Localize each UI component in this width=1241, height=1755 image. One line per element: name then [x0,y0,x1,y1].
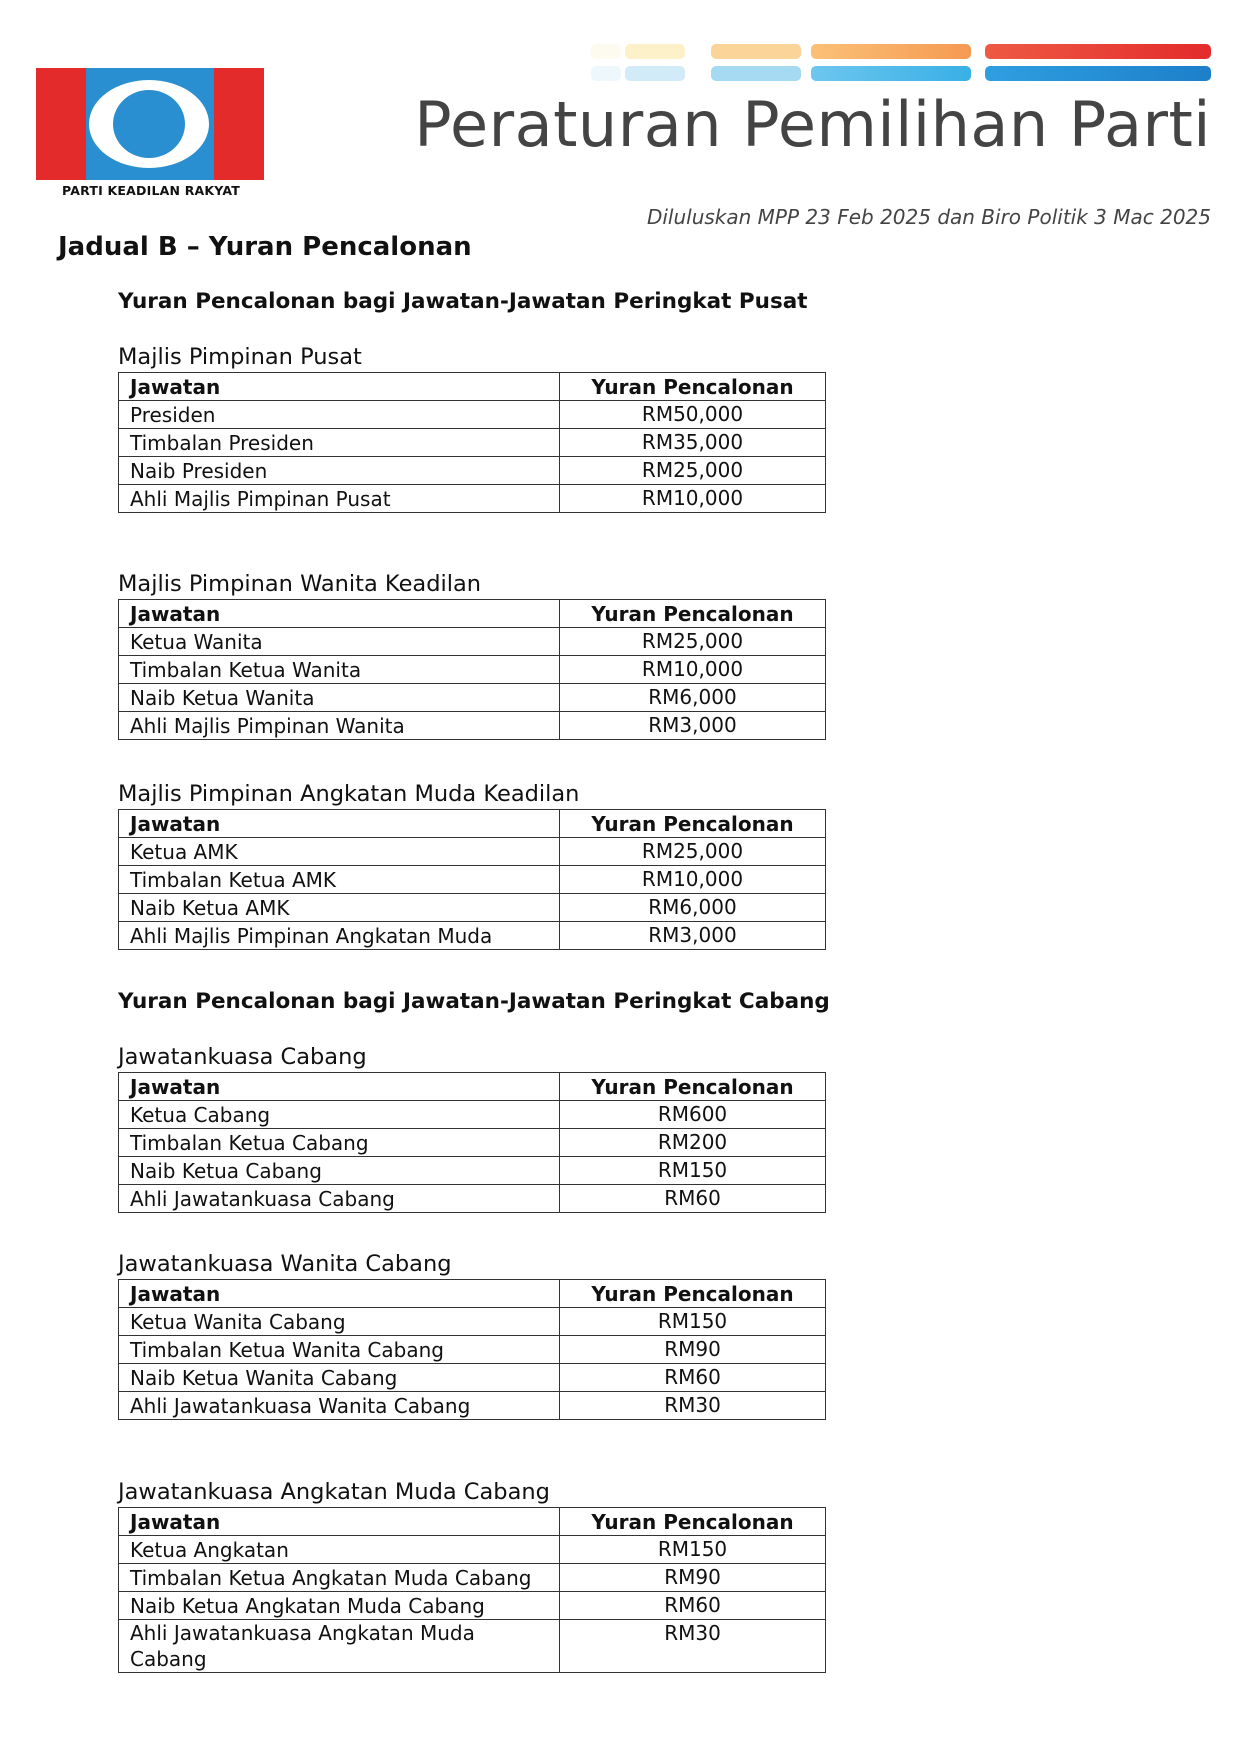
position-cell: Ahli Majlis Pimpinan Angkatan Muda [119,922,560,950]
fee-cell: RM6,000 [560,894,826,922]
table-row [119,684,826,712]
fee-table-jawatankuasa-cabang [118,1072,826,1213]
group-title: Jawatankuasa Angkatan Muda Cabang [118,1479,550,1505]
fee-cell: RM200 [560,1129,826,1157]
table-header-row [119,600,826,628]
schedule-title: Jadual B – Yuran Pencalonan [58,232,472,262]
logo-eye-pupil [113,90,185,158]
group-title: Majlis Pimpinan Wanita Keadilan [118,571,482,597]
column-header: Yuran Pencalonan [560,1280,826,1308]
table-row [119,429,826,457]
approval-note: Diluluskan MPP 23 Feb 2025 dan Biro Politik 3 Mac 2025 [646,205,1211,229]
table-row [119,1620,826,1673]
position-cell: Ahli Majlis Pimpinan Wanita [119,712,560,740]
table-row [119,894,826,922]
fee-table-majlis-pimpinan-amk [118,809,826,950]
column-header: Jawatan [119,1508,560,1536]
position-cell: Timbalan Ketua Wanita Cabang [119,1336,560,1364]
column-header: Jawatan [119,810,560,838]
table-row [119,656,826,684]
position-cell: Ahli Jawatankuasa Cabang [119,1185,560,1213]
document-title: Peraturan Pemilihan Parti [414,88,1211,161]
fee-cell: RM3,000 [560,712,826,740]
table-row [119,712,826,740]
fee-cell: RM10,000 [560,485,826,513]
column-header: Yuran Pencalonan [560,1073,826,1101]
fee-cell: RM10,000 [560,656,826,684]
table-row [119,838,826,866]
position-cell: Naib Presiden [119,457,560,485]
position-cell: Timbalan Presiden [119,429,560,457]
fee-table-majlis-pimpinan-wanita [118,599,826,740]
fee-cell: RM10,000 [560,866,826,894]
position-cell: Presiden [119,401,560,429]
group-title: Jawatankuasa Cabang [118,1044,367,1070]
fee-cell: RM90 [560,1336,826,1364]
table-header-row [119,1073,826,1101]
logo-red-band-left [36,68,86,180]
position-cell: Timbalan Ketua Cabang [119,1129,560,1157]
position-cell: Timbalan Ketua Angkatan Muda Cabang [119,1564,560,1592]
position-cell: Ahli Jawatankuasa Angkatan Muda Cabang [119,1620,560,1673]
column-header: Yuran Pencalonan [560,1508,826,1536]
decor-bar [591,44,621,59]
fee-cell: RM60 [560,1185,826,1213]
table-header-row [119,373,826,401]
fee-table-jawatankuasa-wanita-cabang [118,1279,826,1420]
column-header: Jawatan [119,600,560,628]
fee-cell: RM150 [560,1157,826,1185]
decor-bar [985,66,1211,81]
fee-cell: RM25,000 [560,838,826,866]
column-header: Jawatan [119,1073,560,1101]
table-row [119,922,826,950]
table-row [119,1157,826,1185]
position-cell: Naib Ketua Wanita Cabang [119,1364,560,1392]
section-heading-pusat: Yuran Pencalonan bagi Jawatan-Jawatan Peringkat Pusat [118,289,808,314]
fee-cell: RM25,000 [560,628,826,656]
party-logo [36,68,266,200]
table-row [119,1185,826,1213]
decor-bar [625,44,685,59]
fee-cell: RM6,000 [560,684,826,712]
column-header: Yuran Pencalonan [560,373,826,401]
position-cell: Ketua Wanita [119,628,560,656]
decor-bar [625,66,685,81]
fee-cell: RM50,000 [560,401,826,429]
fee-cell: RM35,000 [560,429,826,457]
decor-bar [591,66,621,81]
position-cell: Ahli Jawatankuasa Wanita Cabang [119,1392,560,1420]
logo-text: PARTI KEADILAN RAKYAT [62,183,240,198]
decor-bar [811,44,971,59]
position-cell: Timbalan Ketua AMK [119,866,560,894]
table-header-row [119,810,826,838]
position-cell: Ketua AMK [119,838,560,866]
table-row [119,1536,826,1564]
table-row [119,1336,826,1364]
table-row [119,1592,826,1620]
column-header: Yuran Pencalonan [560,810,826,838]
group-title: Majlis Pimpinan Angkatan Muda Keadilan [118,781,580,807]
fee-cell: RM60 [560,1592,826,1620]
position-cell: Naib Ketua AMK [119,894,560,922]
fee-cell: RM600 [560,1101,826,1129]
table-row [119,457,826,485]
table-row [119,401,826,429]
table-header-row [119,1508,826,1536]
fee-cell: RM25,000 [560,457,826,485]
position-cell: Timbalan Ketua Wanita [119,656,560,684]
fee-cell: RM150 [560,1536,826,1564]
position-cell: Ketua Cabang [119,1101,560,1129]
fee-cell: RM30 [560,1620,826,1673]
column-header: Jawatan [119,1280,560,1308]
table-row [119,1364,826,1392]
position-cell: Ketua Wanita Cabang [119,1308,560,1336]
logo-red-band-right [214,68,264,180]
decor-bar [711,66,801,81]
position-cell: Ahli Majlis Pimpinan Pusat [119,485,560,513]
logo-emblem [36,68,264,180]
position-cell: Naib Ketua Angkatan Muda Cabang [119,1592,560,1620]
table-row [119,866,826,894]
position-cell: Naib Ketua Wanita [119,684,560,712]
decor-bar [811,66,971,81]
header-decorative-bars [591,44,1211,86]
position-cell: Ketua Angkatan [119,1536,560,1564]
fee-cell: RM3,000 [560,922,826,950]
table-row [119,1564,826,1592]
table-row [119,1392,826,1420]
decor-bar [711,44,801,59]
table-row [119,1101,826,1129]
column-header: Yuran Pencalonan [560,600,826,628]
position-cell: Naib Ketua Cabang [119,1157,560,1185]
fee-table-jawatankuasa-amk-cabang [118,1507,826,1673]
table-row [119,628,826,656]
table-header-row [119,1280,826,1308]
table-row [119,1308,826,1336]
column-header: Jawatan [119,373,560,401]
decor-bar [985,44,1211,59]
table-row [119,1129,826,1157]
section-heading-cabang: Yuran Pencalonan bagi Jawatan-Jawatan Peringkat Cabang [118,989,830,1014]
fee-table-majlis-pimpinan-pusat [118,372,826,513]
group-title: Jawatankuasa Wanita Cabang [118,1251,452,1277]
table-row [119,485,826,513]
fee-cell: RM90 [560,1564,826,1592]
group-title: Majlis Pimpinan Pusat [118,344,362,370]
fee-cell: RM60 [560,1364,826,1392]
fee-cell: RM150 [560,1308,826,1336]
logo-eye-ring [89,80,209,168]
fee-cell: RM30 [560,1392,826,1420]
